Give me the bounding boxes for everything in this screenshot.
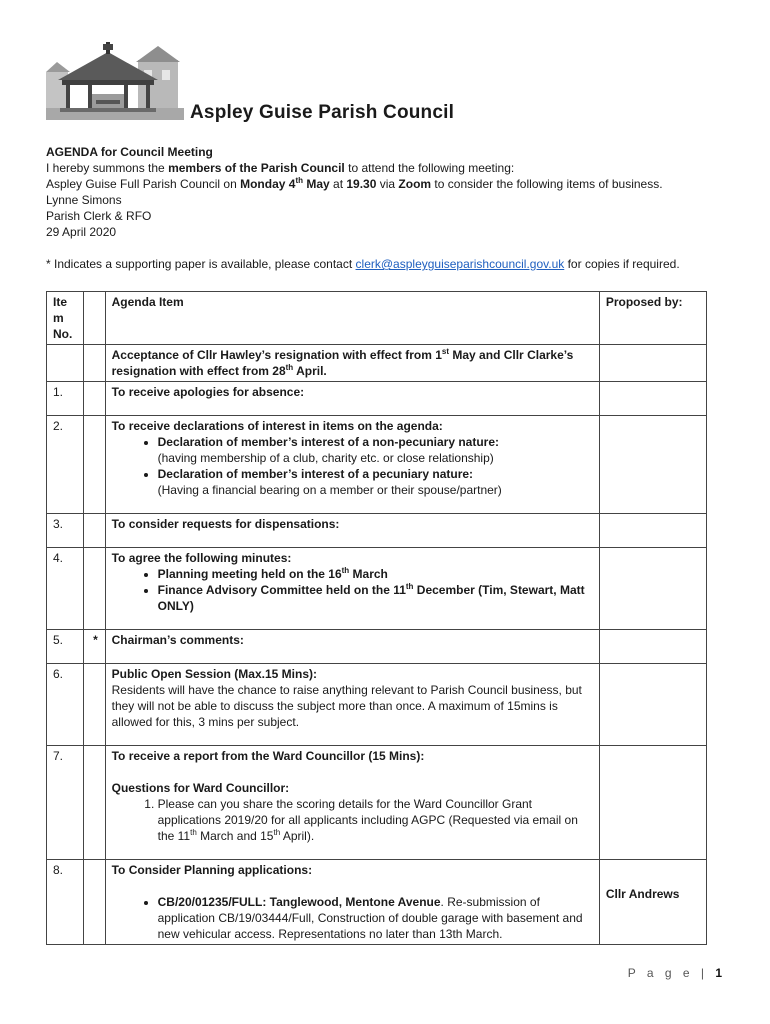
item-number: 4. bbox=[47, 548, 84, 630]
table-row bbox=[47, 345, 707, 382]
signer-role: Parish Clerk & RFO bbox=[46, 209, 152, 223]
document-date: 29 April 2020 bbox=[46, 225, 117, 239]
supporting-paper-star: * bbox=[84, 630, 105, 664]
intro-block bbox=[46, 144, 736, 272]
signer-name: Lynne Simons bbox=[46, 193, 122, 207]
summons-line: I hereby summons the members of the Parish Council to attend the following meeting: bbox=[46, 161, 515, 175]
list-item: • Declaration of member’s interest of a non-pecuniary nature: (having membership of a club, charity etc. or close relationship) bbox=[158, 434, 595, 466]
item-title: To agree the following minutes: bbox=[111, 551, 292, 565]
item-title: To Consider Planning applications: bbox=[111, 863, 313, 877]
item-subtitle: Questions for Ward Councillor: bbox=[111, 781, 290, 795]
supporting-paper-note: * Indicates a supporting paper is available, please contact clerk@aspleyguiseparishcouncil.gov.uk for copies if required. bbox=[46, 257, 680, 271]
table-row bbox=[47, 382, 707, 416]
item-title: To consider requests for dispensations: bbox=[105, 514, 599, 548]
list-item: 1. Please can you share the scoring details for the Ward Councillor Grant applications 2019/20 for all applicants including AGPC (Requested via email on the 11th March and 15th April). bbox=[158, 796, 595, 844]
list-item: • Finance Advisory Committee held on the 11th December (Tim, Stewart, Matt ONLY) bbox=[158, 582, 595, 614]
proposer-name: Cllr Andrews bbox=[605, 887, 680, 901]
item-title: To receive apologies for absence: bbox=[105, 382, 599, 416]
item-title: To receive a report from the Ward Councillor (15 Mins): bbox=[111, 749, 425, 763]
table-row bbox=[47, 664, 707, 746]
col-proposed-header: Proposed by: bbox=[599, 292, 706, 345]
table-row bbox=[47, 416, 707, 514]
table-row bbox=[47, 860, 707, 945]
item-number: 2. bbox=[47, 416, 84, 514]
page-number: 1 bbox=[715, 966, 722, 980]
resignation-item: Acceptance of Cllr Hawley’s resignation with effect from 1st May and Cllr Clarke’s resignation with effect from 28th April. bbox=[105, 345, 599, 382]
item-number: 7. bbox=[47, 746, 84, 860]
item-title: To receive declarations of interest in items on the agenda: bbox=[111, 419, 443, 433]
list-item: • Declaration of member’s interest of a pecuniary nature: (Having a financial bearing on a member or their spouse/partner) bbox=[158, 466, 595, 498]
item-number: 3. bbox=[47, 514, 84, 548]
meeting-line: Aspley Guise Full Parish Council on Monday 4th May at 19.30 via Zoom to consider the following items of business. bbox=[46, 176, 663, 191]
list-item: • Planning meeting held on the 16th March bbox=[158, 566, 595, 582]
item-title: Chairman’s comments: bbox=[105, 630, 599, 664]
item-title: Public Open Session (Max.15 Mins): bbox=[111, 667, 317, 681]
clerk-email-link[interactable]: clerk@aspleyguiseparishcouncil.gov.uk bbox=[355, 257, 565, 271]
col-agenda-header: Agenda Item bbox=[105, 292, 599, 345]
table-header-row bbox=[47, 292, 707, 345]
page-footer: P a g e | 1 bbox=[627, 966, 722, 980]
parish-logo-icon bbox=[46, 42, 184, 120]
agenda-heading: AGENDA for Council Meeting bbox=[46, 145, 213, 159]
agenda-table bbox=[46, 291, 707, 945]
item-number: 1. bbox=[47, 382, 84, 416]
item-number: 5. bbox=[47, 630, 84, 664]
table-row bbox=[47, 746, 707, 860]
council-title: Aspley Guise Parish Council bbox=[190, 102, 455, 123]
table-row bbox=[47, 548, 707, 630]
item-number: 6. bbox=[47, 664, 84, 746]
col-item-header: Ite m No. bbox=[47, 292, 84, 345]
list-item: • CB/20/01235/FULL: Tanglewood, Mentone Avenue. Re-submission of application CB/19/03444/Full, Construction of double garage with basement and new vehicular access. Representations no later than 13th March. bbox=[158, 894, 595, 942]
table-row bbox=[47, 514, 707, 548]
item-number: 8. bbox=[47, 860, 84, 945]
table-row bbox=[47, 630, 707, 664]
item-body: Residents will have the chance to raise anything relevant to Parish Council business, but they will not be able to discuss the subject more than once. A maximum of 15mins is allowed for this, 3 mins per subject. bbox=[111, 683, 582, 729]
